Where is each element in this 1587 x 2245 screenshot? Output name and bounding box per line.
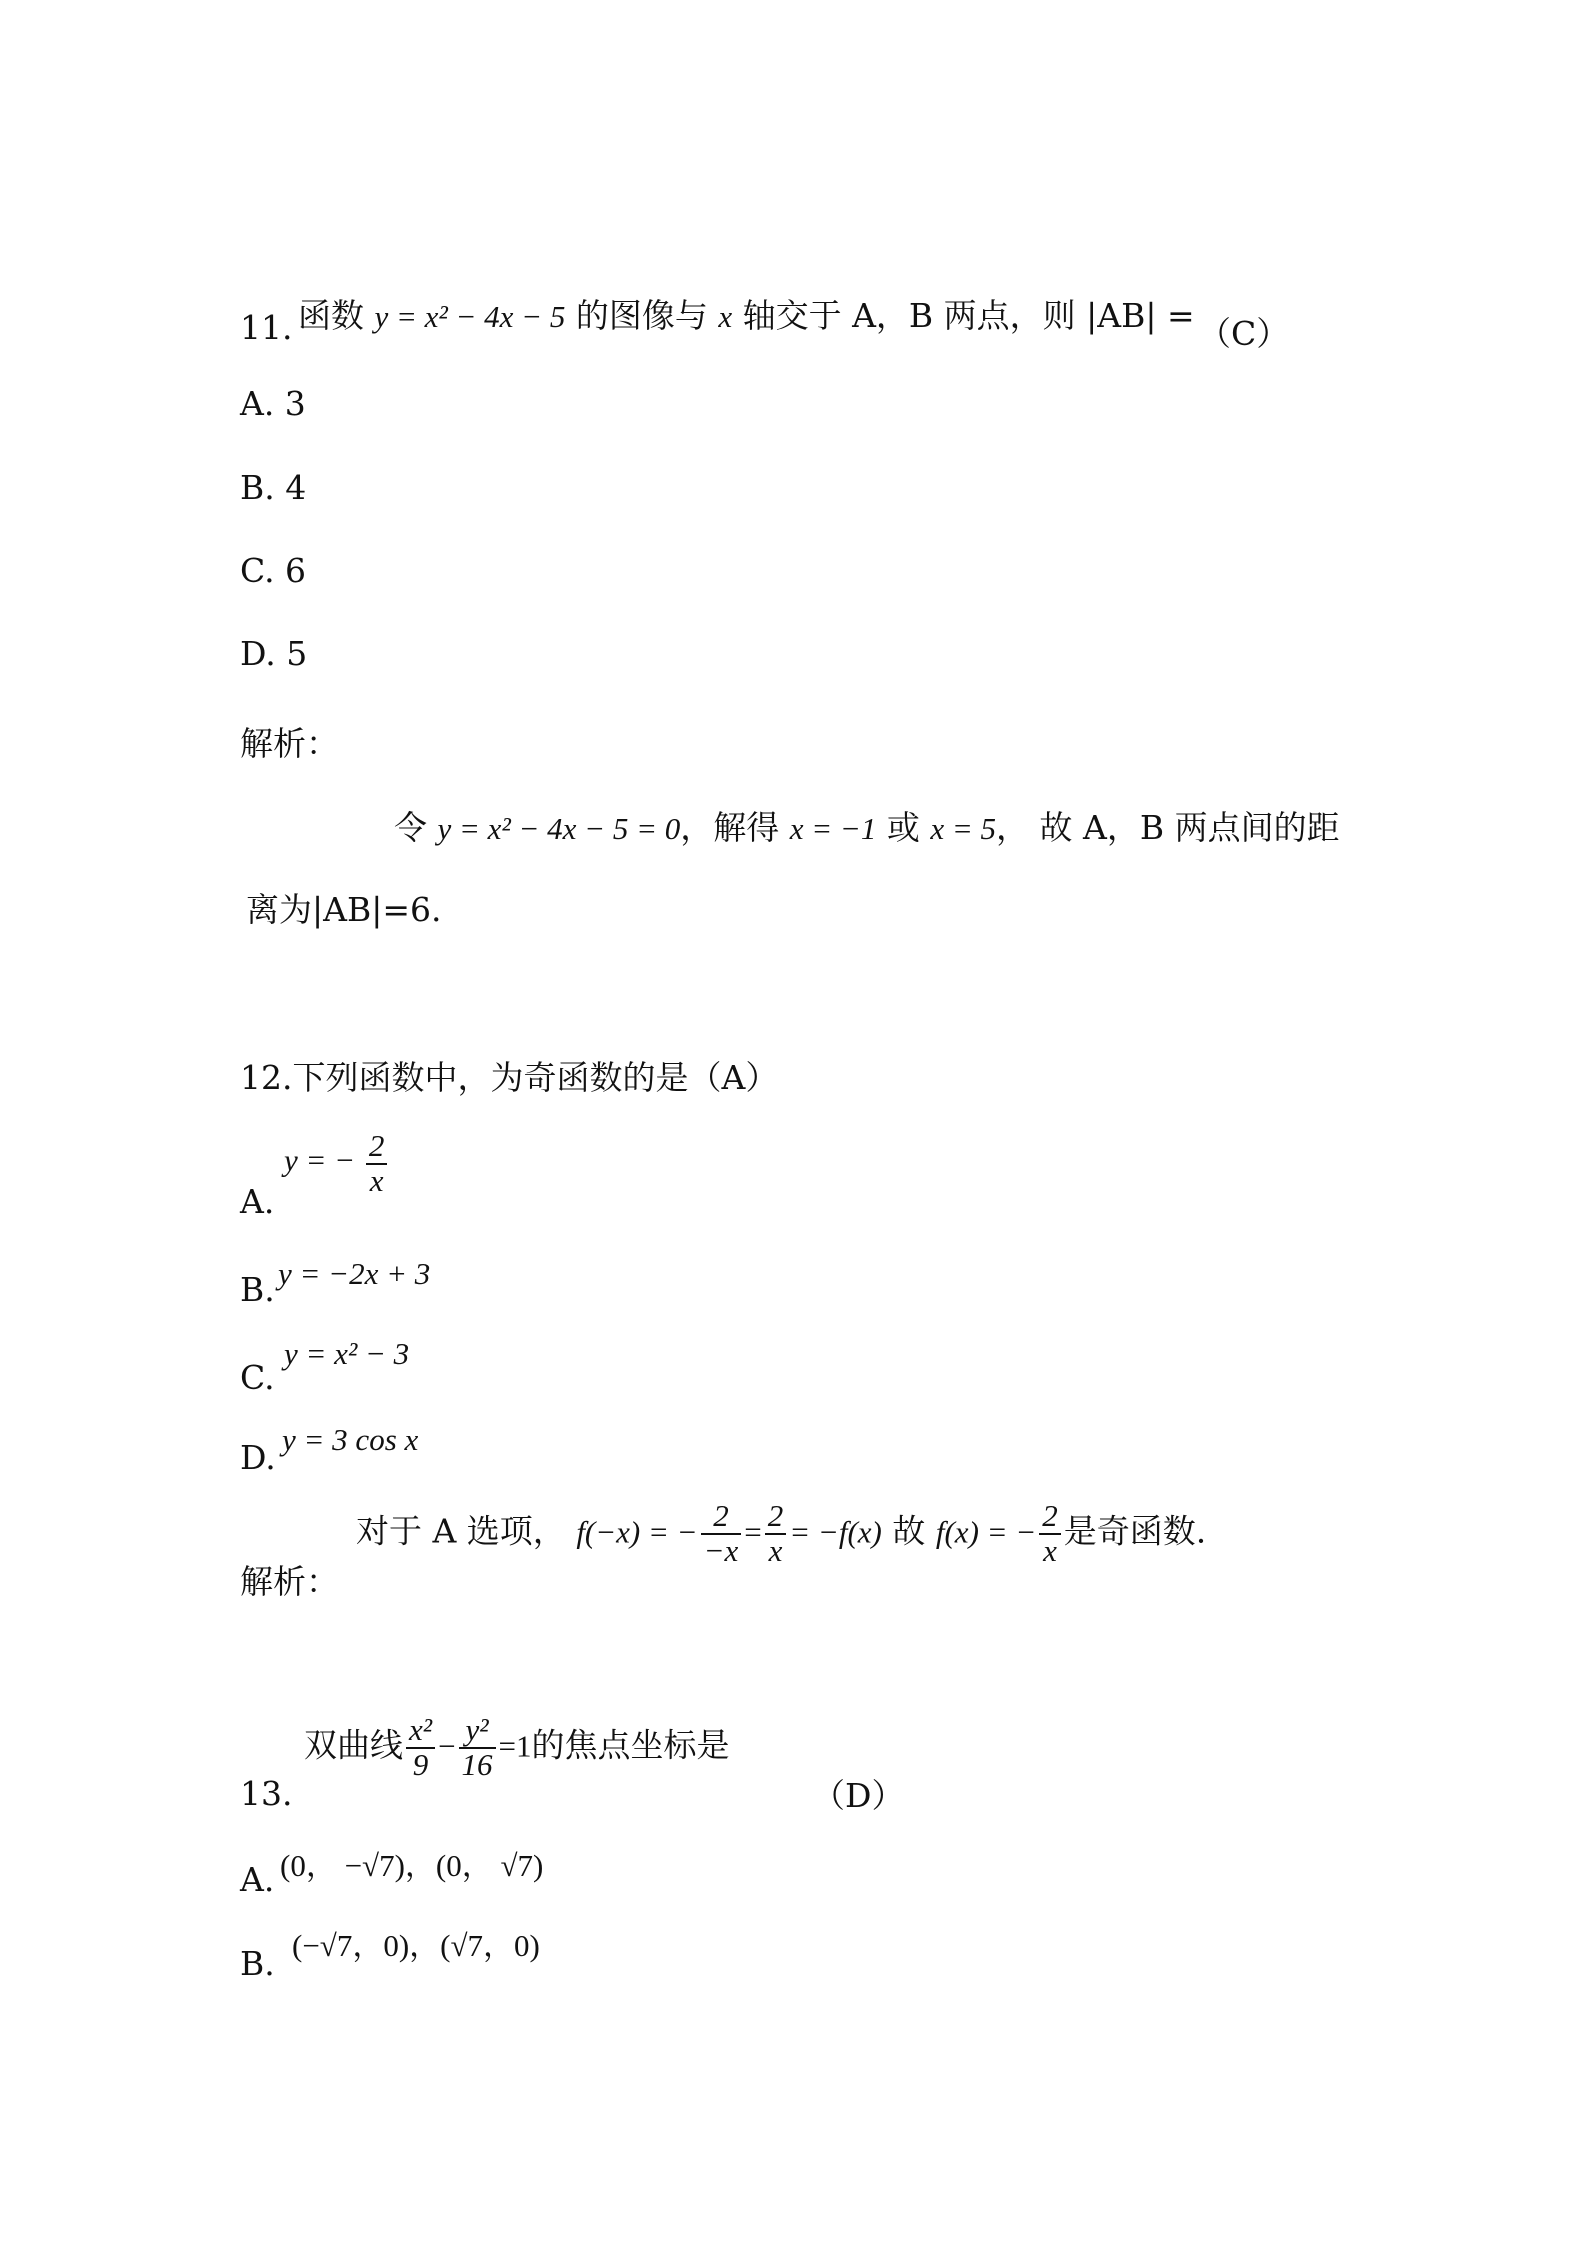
- q12-analysis-f3: f(x) = −: [935, 1514, 1037, 1550]
- q12-stem: [240, 1052, 778, 1099]
- q12-option-a-fraction: [366, 1130, 388, 1197]
- q13-option-b-text: (−√7，0)，(√7，0): [292, 1928, 540, 1963]
- q11-option-c: C. 6: [240, 551, 307, 590]
- q11-var: x: [718, 299, 733, 334]
- q13-frac1: [406, 1714, 435, 1781]
- q12-analysis-p1: 对于 A 选项，: [356, 1511, 566, 1551]
- q13-prefix: 双曲线: [304, 1725, 403, 1765]
- q13-d1: 9: [406, 1747, 435, 1782]
- q13-frac2: [459, 1714, 496, 1781]
- q13-n1: x²: [409, 1712, 433, 1747]
- q11-analysis-p3: 或: [886, 808, 920, 847]
- q11-analysis-line1: [394, 802, 1340, 849]
- q12-analysis-d2: x: [765, 1533, 787, 1568]
- q12-option-d-expr: y = 3 cos x: [282, 1422, 419, 1457]
- q11-analysis-line2: 离为|AB|=6.: [246, 890, 442, 929]
- q12-analysis-label: 解析：: [240, 1562, 339, 1601]
- q11-prefix: 函数: [298, 296, 364, 335]
- q12-analysis-frac1: [701, 1500, 742, 1567]
- q12-analysis-n1: 2: [713, 1498, 729, 1533]
- q11-abs: |AB| =: [1086, 296, 1195, 335]
- q11-analysis-p4: ， 故 A，B 两点间的距: [996, 808, 1340, 847]
- q12-option-a-den: x: [366, 1163, 388, 1198]
- q12-analysis-frac2: [765, 1500, 787, 1567]
- q12-analysis-n2: 2: [767, 1498, 784, 1533]
- q12-analysis-d3: x: [1039, 1533, 1061, 1568]
- q11-option-a: A. 3: [240, 384, 306, 423]
- q12-analysis-p3: 是奇函数.: [1063, 1511, 1207, 1551]
- q12-stem-text: 下列函数中，为奇函数的是（A）: [292, 1058, 779, 1097]
- q11-number: 11.: [240, 308, 293, 347]
- q12-option-d-label: D.: [240, 1438, 276, 1477]
- q13-eq: =1: [498, 1728, 532, 1764]
- q12-option-c-expr: y = x² − 3: [284, 1336, 410, 1371]
- q12-number: 12.: [240, 1058, 293, 1097]
- q12-analysis-d1: −x: [701, 1533, 742, 1568]
- q13-suffix: 的焦点坐标是: [531, 1725, 730, 1765]
- q12-analysis: [356, 1500, 1206, 1567]
- q11-answer: （C）: [1198, 314, 1290, 353]
- q12-option-b-expr: y = −2x + 3: [278, 1256, 431, 1291]
- q13-option-a-text: (0， −√7)，(0， √7): [280, 1848, 544, 1883]
- q13-option-a-label: A.: [240, 1860, 275, 1899]
- q13-n2: y²: [465, 1712, 489, 1747]
- q11-analysis-eq2: x = −1: [789, 811, 877, 846]
- q11-suffix: 轴交于 A，B 两点，则: [742, 296, 1076, 335]
- q11-analysis-p1: 令: [394, 808, 427, 847]
- q11-option-b: B. 4: [240, 468, 307, 507]
- q11-stem: [298, 290, 1195, 337]
- q13-number: 13.: [240, 1774, 293, 1813]
- q13-stem: [304, 1714, 730, 1781]
- q11-option-d: D. 5: [240, 634, 308, 673]
- q12-analysis-f1: f(−x) = −: [576, 1514, 698, 1550]
- q11-equation: y = x² − 4x − 5: [374, 299, 566, 334]
- q12-option-a-label: A.: [240, 1182, 275, 1221]
- q11-analysis-eq1: y = x² − 4x − 5 = 0: [437, 811, 681, 846]
- q12-option-c-label: C.: [240, 1358, 275, 1397]
- q13-d2: 16: [459, 1747, 496, 1782]
- q13-answer: （D）: [812, 1776, 905, 1815]
- q12-analysis-eq: =: [744, 1514, 762, 1550]
- q11-analysis-label: 解析：: [240, 724, 339, 763]
- q12-analysis-n3: 2: [1042, 1498, 1058, 1533]
- q13-minus: −: [438, 1728, 456, 1764]
- q12-option-a-expr: [284, 1130, 390, 1197]
- q12-analysis-p2: 故: [892, 1511, 926, 1551]
- q11-middle: 的图像与: [575, 296, 708, 335]
- q11-analysis-p2: ，解得: [680, 808, 780, 847]
- q12-option-b-label: B.: [240, 1270, 275, 1309]
- q11-analysis-eq3: x = 5: [930, 811, 997, 846]
- q12-option-a-num: 2: [368, 1128, 385, 1163]
- q12-option-a-lhs: y = −: [284, 1142, 356, 1178]
- q13-option-b-label: B.: [240, 1944, 275, 1983]
- q12-analysis-f2: = −f(x): [789, 1514, 882, 1550]
- q12-analysis-frac3: [1039, 1500, 1061, 1567]
